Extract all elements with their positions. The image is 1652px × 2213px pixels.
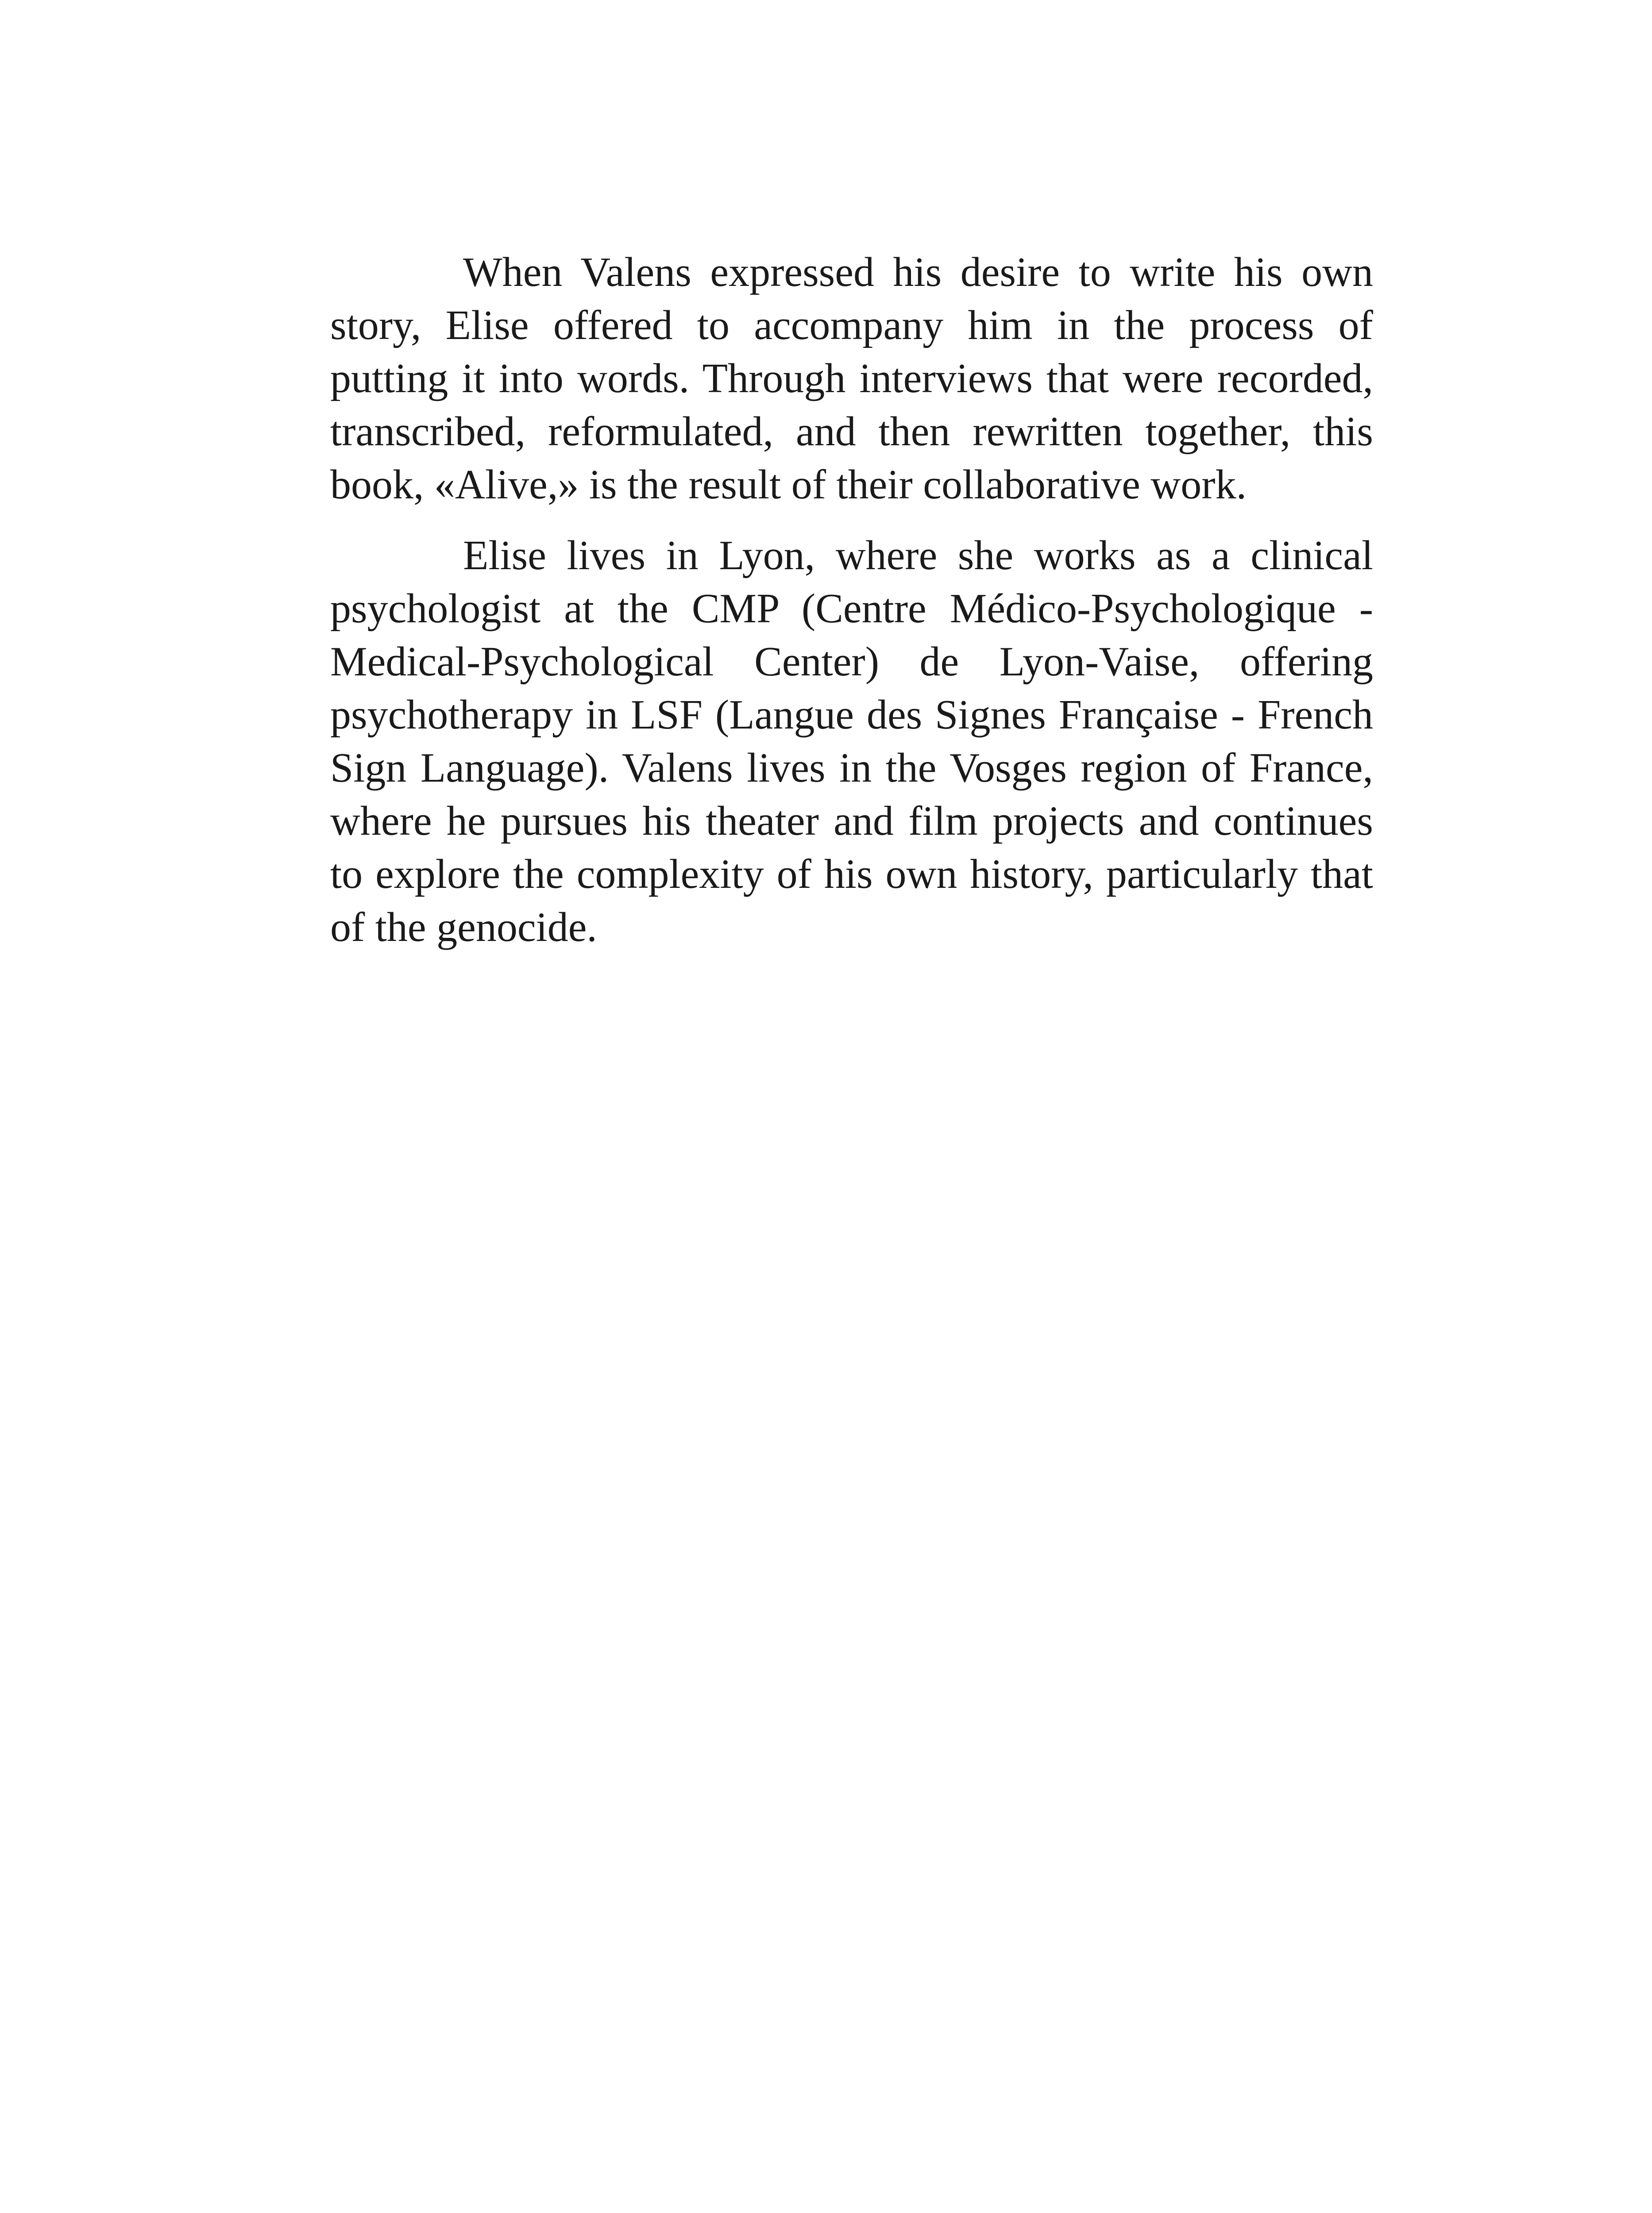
paragraph-biography: Elise lives in Lyon, where she works as a clinical psychologist at the CMP (Centre Médico-Psychologique - Medical-Psychological Center) de Lyon-Vaise, offering psychotherapy in LSF (Langue des Signes Française - French Sign Language). Valens lives in the Vosges region of France, where he pursues his theater and film projects and continues to explore the complexity of his own history, particularly that of the genocide. (330, 532, 1373, 950)
paragraph-collaboration: When Valens expressed his desire to write his own story, Elise offered to accompany him in the process of putting it into words. Through interviews that were recorded, transcribed, reformulated, and then rewritten together, this book, «Alive,» is the result of their collaborative work. (330, 249, 1373, 508)
body-text (330, 246, 1373, 954)
